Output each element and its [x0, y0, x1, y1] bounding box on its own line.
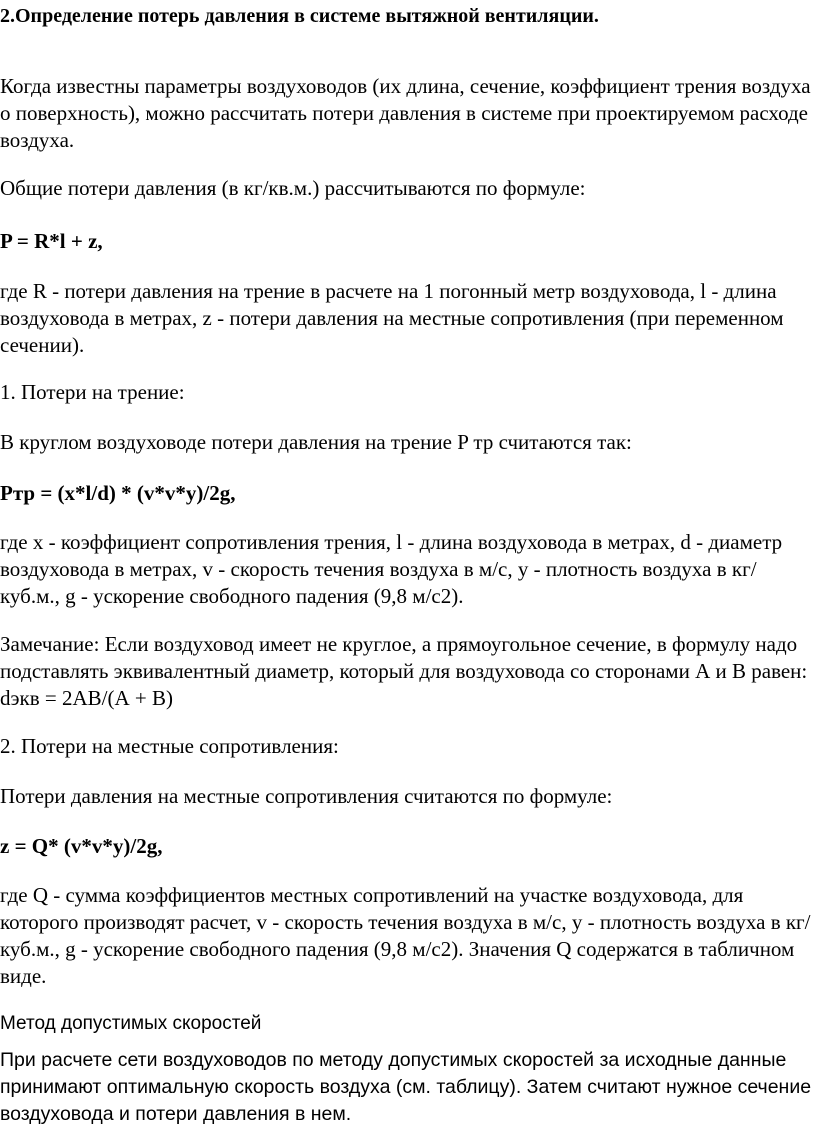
paragraph-round-duct: В круглом воздуховоде потери давления на трение P тр считаются так: [0, 430, 632, 454]
paragraph-note: Замечание: Если воздуховод имеет не круглое, а прямоугольное сечение, в формулу надо подставлять эквивалентный диаметр, который для воздуховода со сторонами А и В равен: dэкв = 2АВ/(А + В) [0, 632, 808, 710]
formula-local: z = Q* (v*v*y)/2g, [0, 834, 163, 858]
formula-total: P = R*l + z, [0, 229, 103, 253]
paragraph-total-loss: Общие потери давления (в кг/кв.м.) рассчитываются по формуле: [0, 176, 586, 200]
paragraph-where-total: где R - потери давления на трение в расчете на 1 погонный метр воздуховода, l - длина воздуховода в метрах, z - потери давления на местные сопротивления (при переменном сечении). [0, 279, 784, 357]
paragraph-where-local: где Q - сумма коэффициентов местных сопротивлений на участке воздуховода, для которого производят расчет, v - скорость течения воздуха в м/с, y - плотность воздуха в кг/куб.м., g - ускорение свободного падения (9,8 м/с2). Значения Q содержатся в табличном виде. [0, 883, 811, 988]
paragraph-where-friction: где x - коэффициент сопротивления трения, l - длина воздуховода в метрах, d - диаметр воздуховода в метрах, v - скорость течения воздуха в м/с, y - плотность воздуха в кг/куб.м., g - ускорение свободного падения (9,8 м/с2). [0, 530, 783, 608]
method-title: Метод допустимых скоростей [0, 1013, 262, 1034]
paragraph-local-loss: Потери давления на местные сопротивления считаются по формуле: [0, 784, 613, 808]
section-local-title: 2. Потери на местные сопротивления: [0, 734, 339, 758]
paragraph-intro: Когда известны параметры воздуховодов (их длина, сечение, коэффициент трения воздуха о поверхность), можно рассчитать потери давления в системе при проектируемом расходе воздуха. [0, 74, 811, 152]
formula-friction: Pтр = (x*l/d) * (v*v*y)/2g, [0, 481, 236, 505]
heading: 2.Определение потерь давления в системе вытяжной вентиляции. [0, 5, 599, 27]
section-friction-title: 1. Потери на трение: [0, 380, 185, 404]
paragraph-method: При расчете сети воздуховодов по методу допустимых скоростей за исходные данные принимают оптимальную скорость воздуха (см. таблицу). Затем считают нужное сечение воздуховода и потери давления в нем. [0, 1049, 812, 1125]
